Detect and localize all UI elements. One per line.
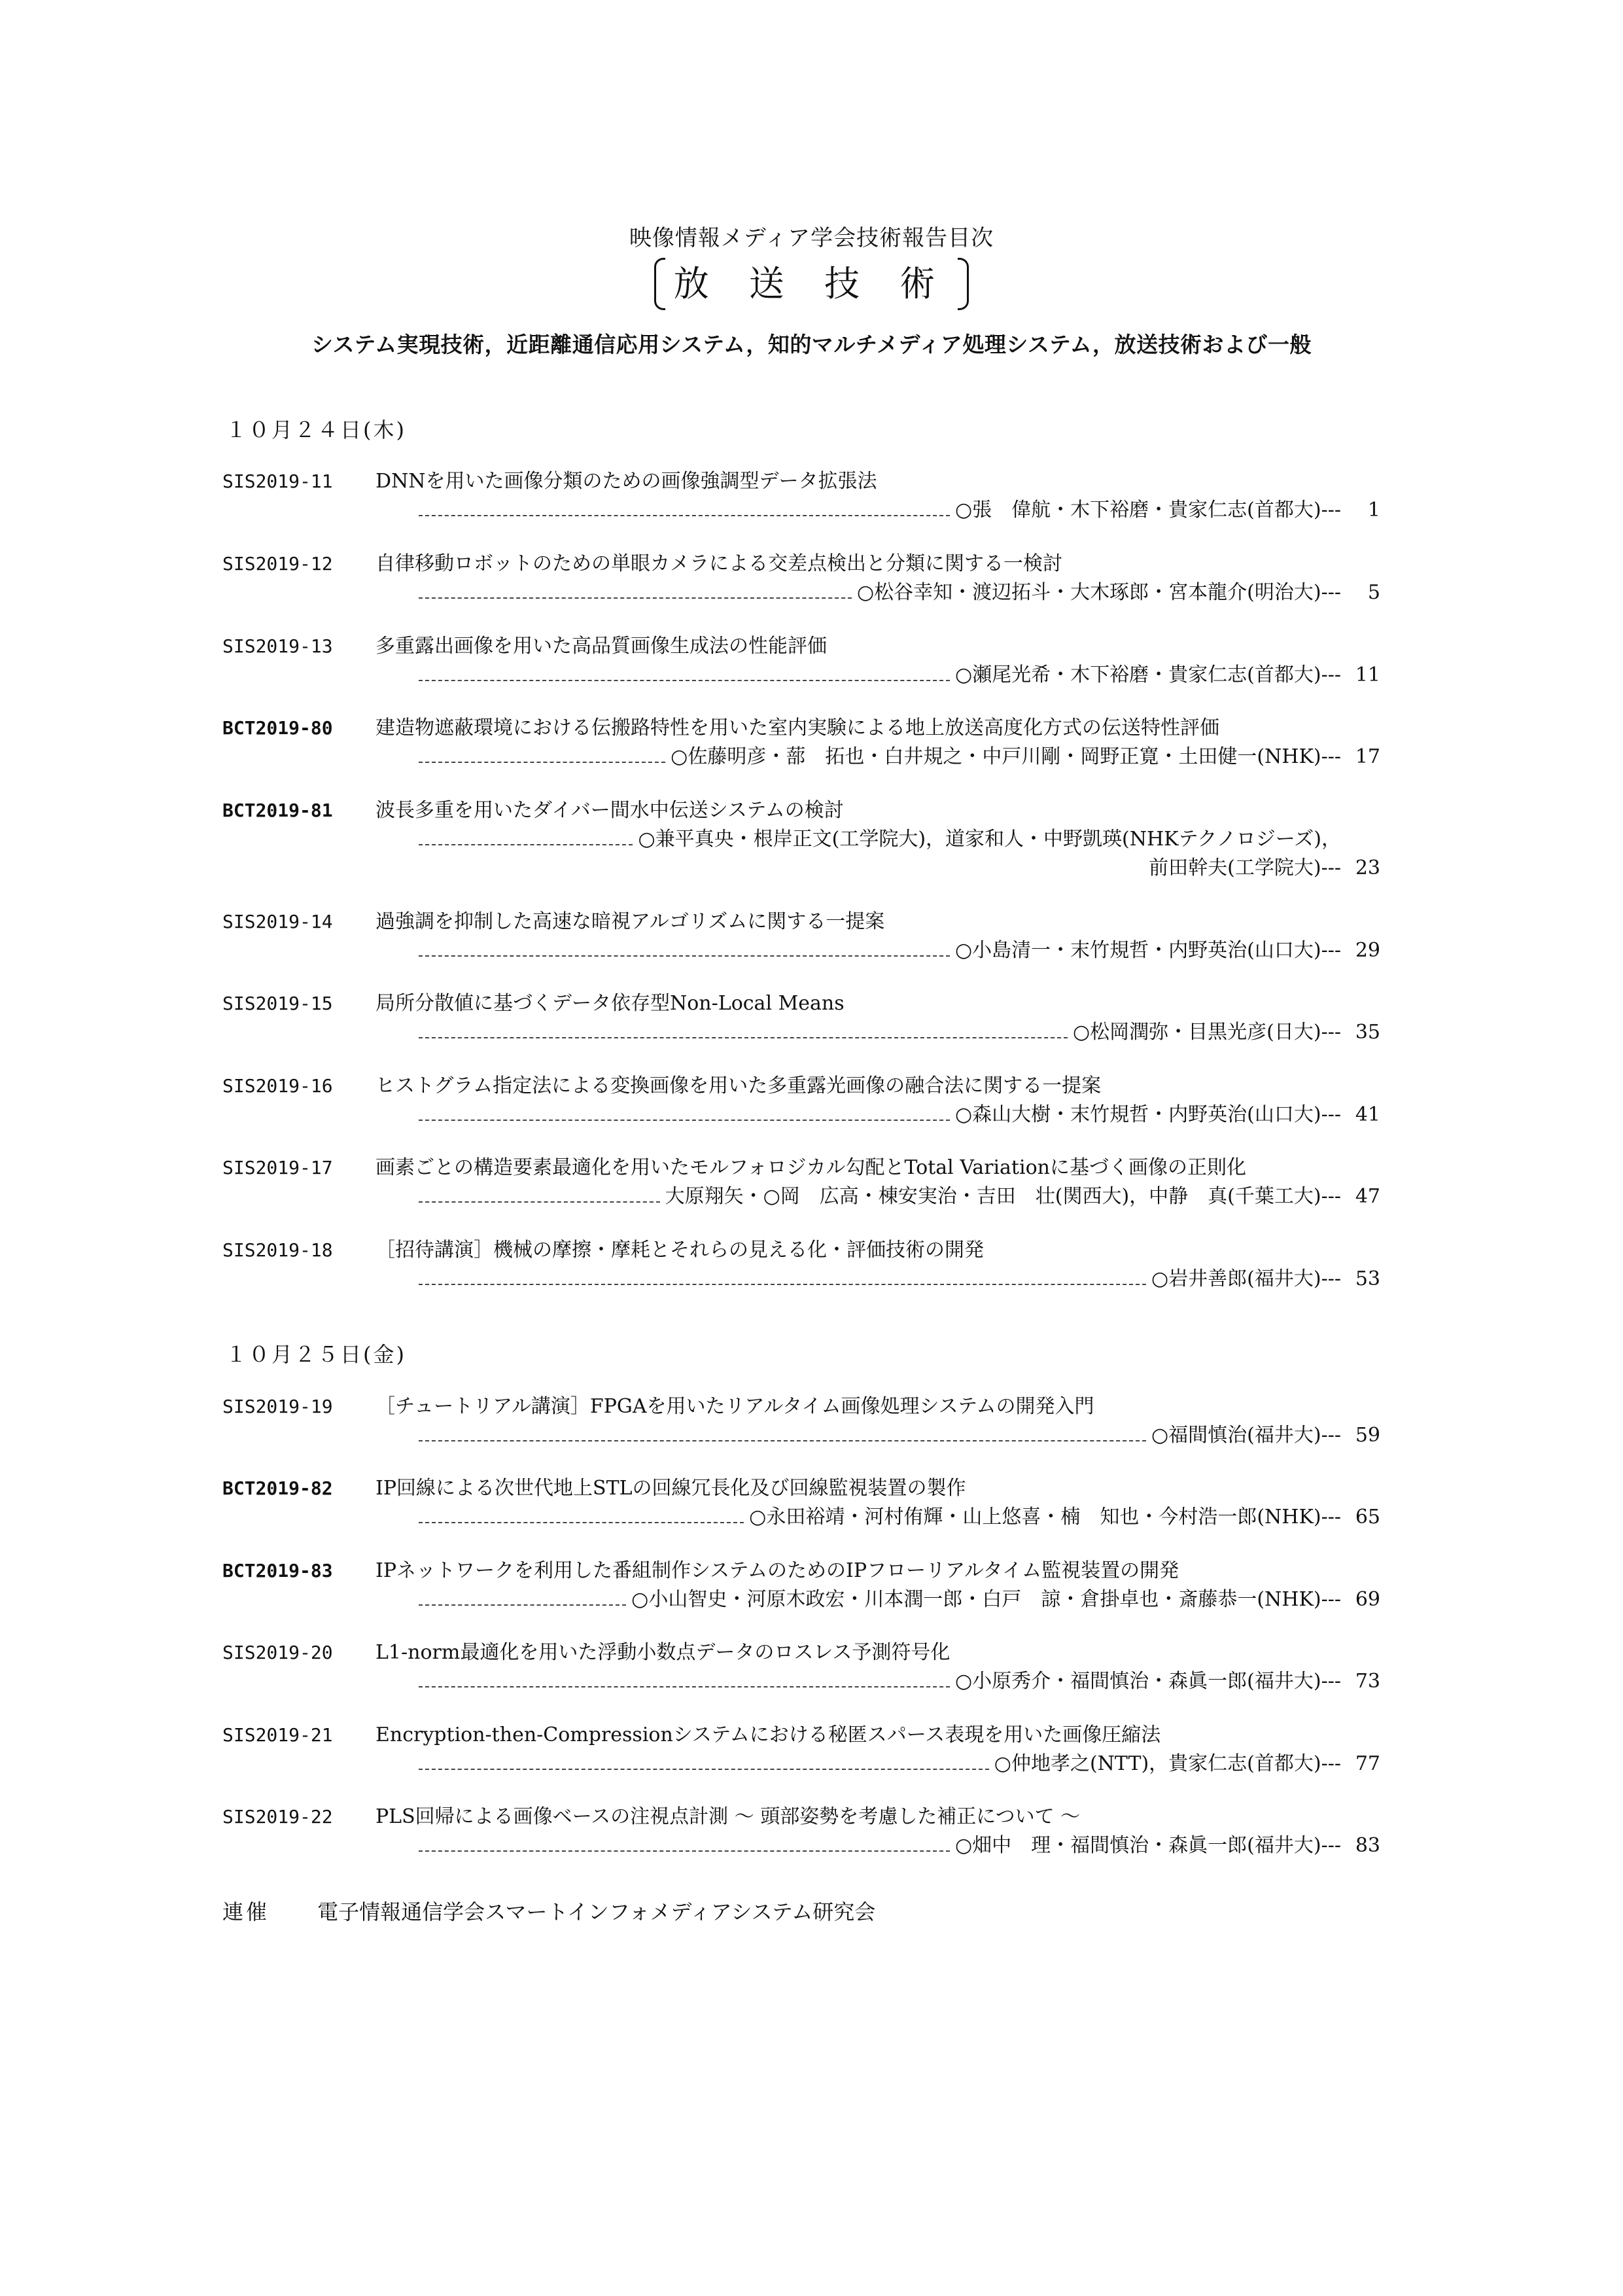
author-line [419, 661, 1380, 690]
paper-code: BCT2019-80 [222, 717, 333, 739]
paper-code: SIS2019-18 [222, 1239, 333, 1261]
category-title: 放 送 技 術 [654, 258, 969, 310]
paper-authors: ○小原秀介・福間慎治・森眞一郎(福井大)--- [955, 1670, 1341, 1693]
author-line [419, 825, 1380, 854]
co-sponsor-label: 連催 [222, 1899, 270, 1924]
page-number: 5 [1367, 581, 1380, 604]
paper-code: SIS2019-16 [222, 1075, 333, 1097]
dotted-leader [419, 1849, 950, 1852]
paper-title: 波長多重を用いたダイバー間水中伝送システムの検討 [375, 799, 844, 822]
dotted-leader [419, 1282, 1146, 1285]
date-heading-day2: １０月２５日(金) [226, 1342, 406, 1367]
co-sponsor-note [222, 1898, 875, 1926]
paper-authors: ○畑中 理・福間慎治・森眞一郎(福井大)--- [955, 1834, 1341, 1857]
session-subtitle: システム実現技術，近距離通信応用システム，知的マルチメディア処理システム，放送技術および一般 [311, 332, 1312, 357]
paper-title: DNNを用いた画像分類のための画像強調型データ拡張法 [375, 470, 877, 493]
page-number: 1 [1367, 499, 1380, 521]
author-line [419, 1503, 1380, 1532]
page-number: 53 [1355, 1267, 1380, 1290]
paper-authors: ○岩井善郎(福井大)--- [1151, 1267, 1341, 1290]
paper-code: SIS2019-20 [222, 1642, 333, 1663]
paper-title: ［チュートリアル講演］FPGAを用いたリアルタイム画像処理システムの開発入門 [375, 1395, 1094, 1418]
journal-title: 映像情報メディア学会技術報告目次 [629, 225, 994, 251]
paper-authors: ○松谷幸知・渡辺拓斗・大木琢郎・宮本龍介(明治大)--- [857, 581, 1341, 604]
paper-title: 画素ごとの構造要素最適化を用いたモルフォロジカル勾配とTotal Variationに基づく画像の正則化 [375, 1156, 1246, 1179]
paper-code: SIS2019-19 [222, 1396, 333, 1417]
dotted-leader [419, 1200, 660, 1203]
paper-authors: ○小島清一・末竹規哲・内野英治(山口大)--- [955, 939, 1341, 962]
dotted-leader [419, 1685, 950, 1687]
page-number: 59 [1355, 1424, 1380, 1447]
author-line [419, 578, 1380, 607]
paper-title: 自律移動ロボットのための単眼カメラによる交差点検出と分類に関する一検討 [375, 552, 1062, 575]
author-line [419, 743, 1380, 771]
paper-title: 多重露出画像を用いた高品質画像生成法の性能評価 [375, 635, 827, 658]
page-number: 17 [1355, 745, 1380, 768]
paper-authors: ○仲地孝之(NTT)，貴家仁志(首都大)--- [994, 1752, 1341, 1775]
paper-title: PLS回帰による画像ベースの注視点計測 ～ 頭部姿勢を考慮した補正について ～ [375, 1805, 1081, 1828]
author-line [419, 1265, 1380, 1294]
author-line [419, 1831, 1380, 1860]
author-line-continued [419, 854, 1380, 883]
author-line [419, 1750, 1380, 1778]
paper-code: SIS2019-14 [222, 911, 333, 932]
paper-title: ヒストグラム指定法による変換画像を用いた多重露光画像の融合法に関する一提案 [375, 1074, 1102, 1097]
page-number: 69 [1355, 1588, 1380, 1611]
paper-authors: ○佐藤明彦・蔀 拓也・白井規之・中戸川剛・岡野正寛・土田健一(NHK)--- [671, 745, 1341, 768]
paper-title: Encryption-then-Compressionシステムにおける秘匿スパース表現を用いた画像圧縮法 [375, 1723, 1161, 1746]
dotted-leader [419, 1521, 744, 1523]
paper-authors: ○永田裕靖・河村侑輝・山上悠喜・楠 知也・今村浩一郎(NHK)--- [749, 1506, 1341, 1528]
page-header [0, 222, 1623, 310]
paper-authors-continued: 前田幹夫(工学院大)--- [1149, 857, 1341, 879]
author-line [419, 1018, 1380, 1047]
dotted-leader [419, 954, 950, 957]
co-sponsor-name: 電子情報通信学会スマートインフォメディアシステム研究会 [317, 1899, 876, 1924]
dotted-leader [419, 1439, 1146, 1441]
dotted-leader [419, 596, 852, 599]
dotted-leader [419, 843, 633, 845]
dotted-leader [419, 1118, 950, 1121]
author-line [419, 1585, 1380, 1614]
paper-code: SIS2019-22 [222, 1806, 333, 1828]
author-line [419, 1101, 1380, 1129]
dotted-leader [419, 1767, 989, 1770]
paper-authors: 大原翔矢・○岡 広高・棟安実治・吉田 壮(関西大)，中静 真(千葉工大)--- [665, 1185, 1341, 1208]
page-number: 23 [1355, 857, 1380, 879]
page-number: 29 [1355, 939, 1380, 962]
paper-code: SIS2019-17 [222, 1157, 333, 1178]
paper-code: BCT2019-83 [222, 1560, 333, 1581]
dotted-leader [419, 514, 950, 516]
paper-title: 建造物遮蔽環境における伝搬路特性を用いた室内実験による地上放送高度化方式の伝送特性評価 [375, 716, 1219, 739]
paper-code: SIS2019-12 [222, 553, 333, 574]
page-number: 11 [1355, 663, 1380, 686]
page-number: 65 [1355, 1506, 1380, 1528]
paper-code: SIS2019-21 [222, 1724, 333, 1746]
page-number: 35 [1355, 1021, 1380, 1044]
paper-authors: ○小山智史・河原木政宏・川本潤一郎・白戸 諒・倉掛卓也・斎藤恭一(NHK)--- [631, 1588, 1341, 1611]
dotted-leader [419, 679, 950, 681]
dotted-leader [419, 1603, 626, 1606]
author-line [419, 1667, 1380, 1696]
paper-title: L1-norm最適化を用いた浮動小数点データのロスレス予測符号化 [375, 1641, 951, 1664]
paper-authors: ○瀬尾光希・木下裕磨・貴家仁志(首都大)--- [955, 663, 1341, 686]
date-heading-day1: １０月２４日(木) [226, 417, 406, 442]
paper-code: BCT2019-82 [222, 1477, 333, 1499]
paper-code: SIS2019-13 [222, 635, 333, 657]
author-line [419, 1421, 1380, 1450]
paper-title: IP回線による次世代地上STLの回線冗長化及び回線監視装置の製作 [375, 1477, 966, 1500]
paper-code: SIS2019-11 [222, 470, 333, 492]
page-number: 83 [1355, 1834, 1380, 1857]
dotted-leader [419, 760, 665, 763]
author-line [419, 936, 1380, 965]
paper-authors: ○森山大樹・末竹規哲・内野英治(山口大)--- [955, 1103, 1341, 1126]
paper-title: IPネットワークを利用した番組制作システムのためのIPフローリアルタイム監視装置の開発 [375, 1559, 1179, 1582]
author-line [419, 1182, 1380, 1211]
dotted-leader [419, 1036, 1068, 1038]
page-number: 41 [1355, 1103, 1380, 1126]
paper-title: 過強調を抑制した高速な暗視アルゴリズムに関する一提案 [375, 910, 885, 933]
paper-title: 局所分散値に基づくデータ依存型Non-Local Means [375, 992, 845, 1015]
page-number: 47 [1355, 1185, 1380, 1208]
page-number: 77 [1355, 1752, 1380, 1775]
paper-authors: ○松岡潤弥・目黒光彦(日大)--- [1073, 1021, 1341, 1044]
paper-authors: ○福間慎治(福井大)--- [1151, 1424, 1341, 1447]
paper-authors: ○張 偉航・木下裕磨・貴家仁志(首都大)--- [955, 499, 1341, 521]
paper-code: BCT2019-81 [222, 800, 333, 821]
paper-title: ［招待講演］機械の摩擦・摩耗とそれらの見える化・評価技術の開発 [375, 1239, 984, 1262]
page-number: 73 [1355, 1670, 1380, 1693]
paper-code: SIS2019-15 [222, 993, 333, 1014]
author-line [419, 496, 1380, 525]
paper-authors: ○兼平真央・根岸正文(工学院大)，道家和人・中野凱瑛(NHKテクノロジーズ)， [638, 828, 1341, 851]
